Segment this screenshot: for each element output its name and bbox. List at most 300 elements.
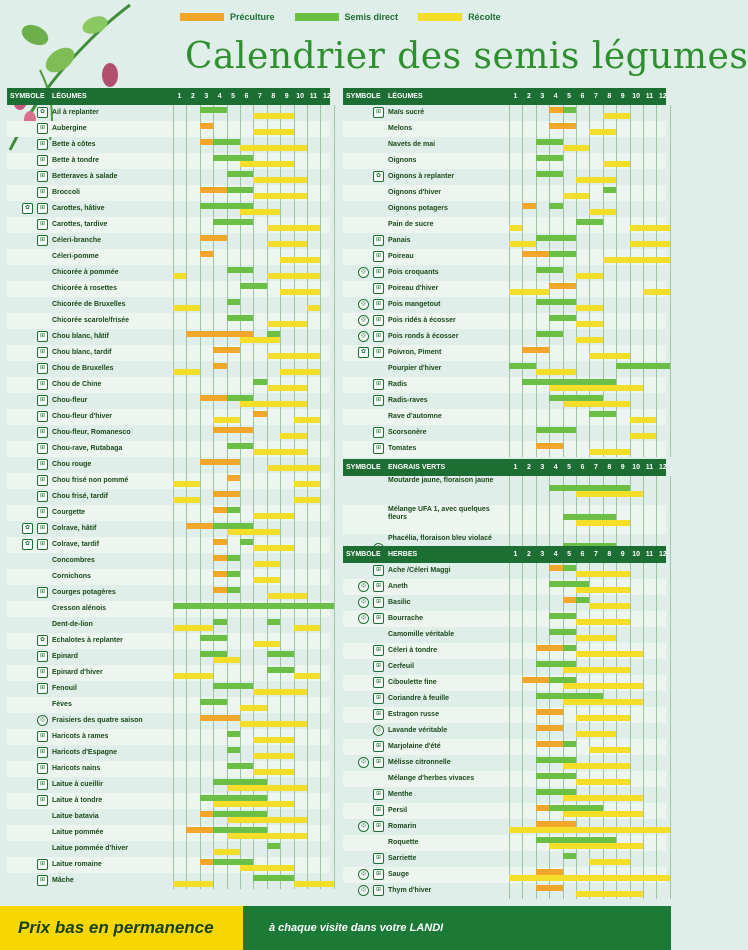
grid-line bbox=[656, 723, 657, 739]
recolte-bar bbox=[240, 337, 280, 343]
grid-line bbox=[563, 476, 564, 505]
grid-line bbox=[307, 425, 308, 441]
row-label: Chicorée de Bruxelles bbox=[52, 301, 126, 308]
row-label: Chou de Bruxelles bbox=[52, 365, 114, 372]
grid-line bbox=[576, 201, 577, 217]
row-label: Epinard d'hiver bbox=[52, 669, 103, 676]
recolte-bar bbox=[576, 273, 603, 279]
recolte-bar bbox=[173, 273, 186, 279]
grid-line bbox=[320, 713, 321, 729]
table-row bbox=[343, 137, 666, 153]
grid-line bbox=[267, 489, 268, 505]
grid-line bbox=[630, 297, 631, 313]
month-label: 11 bbox=[645, 93, 654, 100]
recolte-bar bbox=[603, 161, 630, 167]
box-icon: ⊞ bbox=[37, 507, 48, 518]
grid-line bbox=[213, 441, 214, 457]
grid-line bbox=[294, 329, 295, 345]
grid-line bbox=[240, 873, 241, 889]
grid-line bbox=[643, 755, 644, 771]
box-icon: ⊞ bbox=[37, 731, 48, 742]
grid-line bbox=[320, 681, 321, 697]
grid-line bbox=[643, 185, 644, 201]
grid-line bbox=[294, 697, 295, 713]
grid-line bbox=[643, 595, 644, 611]
grid-line bbox=[509, 755, 510, 771]
grid-line bbox=[186, 409, 187, 425]
grid-line bbox=[320, 473, 321, 489]
month-label: 9 bbox=[620, 551, 625, 558]
grid-line bbox=[509, 505, 510, 534]
table-row bbox=[343, 771, 666, 787]
grid-line bbox=[643, 297, 644, 313]
grid-line bbox=[509, 393, 510, 409]
grid-line bbox=[320, 825, 321, 841]
grid-line bbox=[186, 393, 187, 409]
recolte-bar bbox=[240, 145, 307, 151]
box-icon: ⊞ bbox=[37, 219, 48, 230]
table-row bbox=[7, 681, 330, 697]
grid-line bbox=[670, 867, 671, 883]
grid-line bbox=[334, 265, 335, 281]
grid-line bbox=[522, 803, 523, 819]
grid-line bbox=[334, 409, 335, 425]
row-label: Pois ronds à écosser bbox=[388, 333, 459, 340]
table-row bbox=[343, 393, 666, 409]
grid-line bbox=[522, 217, 523, 233]
grid-line bbox=[509, 377, 510, 393]
recolte-bar bbox=[213, 417, 240, 423]
grid-line bbox=[186, 697, 187, 713]
row-label: Scorsonère bbox=[388, 429, 427, 436]
grid-line bbox=[549, 409, 550, 425]
grid-line bbox=[509, 105, 510, 121]
grid-line bbox=[563, 441, 564, 457]
grid-line bbox=[563, 883, 564, 899]
grid-line bbox=[200, 537, 201, 553]
grid-line bbox=[334, 537, 335, 553]
semis-bar bbox=[267, 843, 280, 849]
preculture-bar bbox=[213, 555, 226, 561]
grid-line bbox=[549, 595, 550, 611]
preculture-bar bbox=[213, 427, 253, 433]
grid-line bbox=[186, 585, 187, 601]
grid-line bbox=[173, 809, 174, 825]
preculture-bar bbox=[536, 821, 576, 827]
grid-line bbox=[227, 281, 228, 297]
row-label: Colrave, tardif bbox=[52, 541, 100, 548]
semis-bar bbox=[536, 299, 576, 305]
grid-line bbox=[509, 611, 510, 627]
semis-bar bbox=[616, 363, 670, 369]
grid-line bbox=[522, 611, 523, 627]
grid-line bbox=[522, 579, 523, 595]
semis-bar bbox=[240, 539, 253, 545]
grid-line bbox=[173, 201, 174, 217]
grid-line bbox=[280, 329, 281, 345]
grid-line bbox=[670, 377, 671, 393]
row-label: Tomates bbox=[388, 445, 417, 452]
grid-line bbox=[173, 441, 174, 457]
row-label: Chou de Chine bbox=[52, 381, 102, 388]
grid-line bbox=[307, 505, 308, 521]
grid-line bbox=[603, 329, 604, 345]
grid-line bbox=[603, 313, 604, 329]
grid-line bbox=[656, 611, 657, 627]
month-label: 2 bbox=[526, 464, 531, 471]
semis-bar bbox=[509, 363, 536, 369]
box-icon: ⊞ bbox=[373, 395, 384, 406]
box-icon: ⊞ bbox=[37, 875, 48, 886]
grid-line bbox=[320, 377, 321, 393]
grid-line bbox=[656, 377, 657, 393]
grid-line bbox=[186, 745, 187, 761]
grid-line bbox=[334, 793, 335, 809]
grid-line bbox=[670, 707, 671, 723]
grid-line bbox=[307, 185, 308, 201]
box-icon: ⊞ bbox=[373, 379, 384, 390]
recolte-bar bbox=[253, 753, 293, 759]
grid-line bbox=[536, 595, 537, 611]
recolte-bar bbox=[173, 881, 213, 887]
box-icon: ⊞ bbox=[373, 661, 384, 672]
box-icon: ⊞ bbox=[373, 565, 384, 576]
grid-line bbox=[320, 585, 321, 601]
grid-line bbox=[509, 851, 510, 867]
grid-line bbox=[509, 579, 510, 595]
grid-line bbox=[253, 425, 254, 441]
grid-line bbox=[630, 121, 631, 137]
grid-line bbox=[253, 649, 254, 665]
row-label: Laitue pommée d'hiver bbox=[52, 845, 128, 852]
preculture-bar bbox=[200, 123, 213, 129]
grid-line bbox=[173, 329, 174, 345]
grid-line bbox=[334, 121, 335, 137]
semis-bar bbox=[240, 283, 267, 289]
grid-line bbox=[536, 476, 537, 505]
grid-line bbox=[173, 761, 174, 777]
table-row bbox=[343, 121, 666, 137]
grid-line bbox=[656, 835, 657, 851]
grid-line bbox=[307, 153, 308, 169]
preculture-bar bbox=[522, 251, 549, 257]
preculture-bar bbox=[213, 539, 226, 545]
semis-bar bbox=[563, 853, 576, 859]
grid-line bbox=[670, 534, 671, 563]
grid-line bbox=[670, 281, 671, 297]
grid-line bbox=[320, 265, 321, 281]
grid-line bbox=[253, 665, 254, 681]
box-icon: ⊞ bbox=[37, 427, 48, 438]
recolte-bar bbox=[576, 305, 603, 311]
box-icon: ⊞ bbox=[37, 443, 48, 454]
grid-line bbox=[630, 755, 631, 771]
row-label: Laitue batavia bbox=[52, 813, 99, 820]
grid-line bbox=[186, 121, 187, 137]
grid-line bbox=[603, 281, 604, 297]
row-label: Laitue pommée bbox=[52, 829, 104, 836]
semis-bar bbox=[603, 187, 616, 193]
grid-line bbox=[320, 505, 321, 521]
row-label: Maïs sucré bbox=[388, 109, 425, 116]
grid-line bbox=[173, 569, 174, 585]
legend-label: Semis direct bbox=[344, 12, 399, 22]
grid-line bbox=[576, 281, 577, 297]
grid-line bbox=[307, 633, 308, 649]
grid-line bbox=[589, 153, 590, 169]
grid-line bbox=[200, 297, 201, 313]
grid-line bbox=[240, 489, 241, 505]
preculture-bar bbox=[563, 597, 576, 603]
grid-line bbox=[630, 185, 631, 201]
recolte-bar bbox=[563, 401, 630, 407]
grid-line bbox=[334, 601, 335, 617]
grid-line bbox=[200, 745, 201, 761]
table-row bbox=[7, 873, 330, 889]
grid-line bbox=[589, 137, 590, 153]
preculture-bar bbox=[536, 805, 549, 811]
table-row bbox=[7, 841, 330, 857]
grid-line bbox=[563, 345, 564, 361]
grid-line bbox=[200, 217, 201, 233]
grid-line bbox=[656, 595, 657, 611]
grid-line bbox=[173, 713, 174, 729]
grid-line bbox=[200, 681, 201, 697]
grid-line bbox=[334, 329, 335, 345]
grid-line bbox=[200, 281, 201, 297]
semis-bar bbox=[227, 187, 254, 193]
recolte-bar bbox=[227, 817, 307, 823]
grid-line bbox=[576, 249, 577, 265]
grid-line bbox=[536, 313, 537, 329]
row-label: Chou-rave, Rutabaga bbox=[52, 445, 123, 452]
page-title: Calendrier des semis légumes bbox=[185, 36, 748, 77]
grid-line bbox=[522, 771, 523, 787]
grid-line bbox=[267, 281, 268, 297]
table-row bbox=[343, 476, 666, 505]
grid-line bbox=[213, 313, 214, 329]
recolte-bar bbox=[576, 571, 630, 577]
recolte-bar bbox=[240, 161, 294, 167]
recolte-bar bbox=[576, 177, 616, 183]
semis-bar bbox=[213, 619, 226, 625]
table-row bbox=[343, 297, 666, 313]
grid-line bbox=[630, 281, 631, 297]
semis-bar bbox=[227, 763, 254, 769]
recolte-bar bbox=[253, 641, 280, 647]
grid-line bbox=[213, 265, 214, 281]
grid-line bbox=[656, 755, 657, 771]
grid-line bbox=[307, 105, 308, 121]
table-row bbox=[7, 601, 330, 617]
grid-line bbox=[173, 857, 174, 873]
grid-line bbox=[576, 739, 577, 755]
row-label: Basilic bbox=[388, 599, 411, 606]
grid-line bbox=[630, 739, 631, 755]
semis-bar bbox=[563, 107, 576, 113]
recolte-bar bbox=[267, 465, 321, 471]
recolte-bar bbox=[509, 827, 670, 833]
grid-line bbox=[670, 137, 671, 153]
grid-line bbox=[536, 185, 537, 201]
box-icon: ⊞ bbox=[373, 299, 384, 310]
grid-line bbox=[307, 233, 308, 249]
grid-line bbox=[334, 745, 335, 761]
row-label: Marjolaine d'été bbox=[388, 743, 441, 750]
grid-line bbox=[173, 777, 174, 793]
month-label: 11 bbox=[645, 551, 654, 558]
recolte-bar bbox=[267, 593, 307, 599]
grid-line bbox=[334, 473, 335, 489]
grid-line bbox=[186, 553, 187, 569]
row-label: Courgette bbox=[52, 509, 86, 516]
row-label: Camomille véritable bbox=[388, 631, 455, 638]
semis-bar bbox=[253, 875, 293, 881]
grid-line bbox=[294, 121, 295, 137]
circle-icon: ◎ bbox=[358, 299, 369, 310]
grid-line bbox=[549, 851, 550, 867]
grid-line bbox=[576, 425, 577, 441]
grid-line bbox=[656, 643, 657, 659]
recolte-bar bbox=[267, 273, 321, 279]
grid-line bbox=[616, 185, 617, 201]
month-label: 3 bbox=[540, 93, 545, 100]
grid-line bbox=[307, 649, 308, 665]
box-icon: ⊞ bbox=[373, 741, 384, 752]
grid-line bbox=[522, 137, 523, 153]
preculture-bar bbox=[213, 507, 226, 513]
grid-line bbox=[253, 313, 254, 329]
grid-line bbox=[509, 476, 510, 505]
grid-line bbox=[643, 835, 644, 851]
preculture-bar bbox=[186, 827, 213, 833]
grid-line bbox=[186, 249, 187, 265]
grid-line bbox=[656, 169, 657, 185]
grid-line bbox=[240, 457, 241, 473]
grid-line bbox=[294, 729, 295, 745]
month-label: 6 bbox=[580, 93, 585, 100]
grid-line bbox=[549, 505, 550, 534]
recolte-bar bbox=[576, 891, 643, 897]
grid-line bbox=[670, 153, 671, 169]
recolte-bar bbox=[563, 193, 590, 199]
recolte-bar bbox=[630, 225, 670, 231]
table-row bbox=[7, 809, 330, 825]
grid-line bbox=[630, 723, 631, 739]
grid-line bbox=[643, 563, 644, 579]
recolte-bar bbox=[509, 225, 522, 231]
grid-line bbox=[670, 851, 671, 867]
grid-line bbox=[307, 377, 308, 393]
grid-line bbox=[240, 745, 241, 761]
grid-line bbox=[334, 569, 335, 585]
grid-line bbox=[630, 441, 631, 457]
grid-line bbox=[227, 377, 228, 393]
grid-line bbox=[173, 169, 174, 185]
table-row bbox=[7, 761, 330, 777]
recolte-bar bbox=[267, 321, 307, 327]
circle-icon: ◎ bbox=[358, 613, 369, 624]
grid-line bbox=[320, 617, 321, 633]
table-row bbox=[343, 611, 666, 627]
table-row bbox=[343, 441, 666, 457]
grid-line bbox=[200, 473, 201, 489]
table-row bbox=[343, 265, 666, 281]
grid-line bbox=[334, 169, 335, 185]
grid-line bbox=[563, 723, 564, 739]
grid-line bbox=[522, 723, 523, 739]
grid-line bbox=[334, 873, 335, 889]
grid-line bbox=[563, 505, 564, 534]
box-icon: ⊞ bbox=[373, 315, 384, 326]
legend-swatch bbox=[418, 13, 462, 21]
table-row bbox=[7, 249, 330, 265]
grid-line bbox=[200, 441, 201, 457]
preculture-bar bbox=[213, 587, 226, 593]
row-label: Ciboulette fine bbox=[388, 679, 437, 686]
grid-line bbox=[670, 787, 671, 803]
grid-line bbox=[670, 883, 671, 899]
grid-line bbox=[643, 201, 644, 217]
recolte-bar bbox=[294, 497, 321, 503]
grid-line bbox=[253, 489, 254, 505]
row-label: Radis-raves bbox=[388, 397, 428, 404]
grid-line bbox=[670, 819, 671, 835]
recolte-bar bbox=[603, 257, 670, 263]
grid-line bbox=[616, 281, 617, 297]
grid-line bbox=[253, 585, 254, 601]
table-row bbox=[7, 105, 330, 121]
grid-line bbox=[186, 729, 187, 745]
row-label: Céleri-pomme bbox=[52, 253, 99, 260]
recolte-bar bbox=[576, 635, 616, 641]
grid-line bbox=[320, 761, 321, 777]
grid-line bbox=[670, 121, 671, 137]
table-row bbox=[7, 633, 330, 649]
grid-line bbox=[509, 441, 510, 457]
table-row bbox=[343, 707, 666, 723]
grid-line bbox=[280, 633, 281, 649]
box-icon: ⊞ bbox=[37, 379, 48, 390]
grid-line bbox=[522, 739, 523, 755]
semis-bar bbox=[253, 379, 266, 385]
grid-line bbox=[656, 153, 657, 169]
box-icon: ⊞ bbox=[373, 347, 384, 358]
grid-line bbox=[320, 569, 321, 585]
grid-line bbox=[509, 249, 510, 265]
grid-line bbox=[334, 281, 335, 297]
grid-line bbox=[186, 809, 187, 825]
row-label: Pois croquants bbox=[388, 269, 439, 276]
pot-icon: ✿ bbox=[37, 107, 48, 118]
grid-line bbox=[307, 329, 308, 345]
recolte-bar bbox=[280, 257, 320, 263]
recolte-bar bbox=[630, 433, 657, 439]
semis-bar bbox=[173, 603, 334, 609]
grid-line bbox=[656, 505, 657, 534]
row-label: Mélange d'herbes vivaces bbox=[388, 775, 475, 782]
recolte-bar bbox=[576, 619, 630, 625]
preculture-bar bbox=[200, 139, 213, 145]
grid-line bbox=[280, 521, 281, 537]
semis-bar bbox=[576, 219, 603, 225]
grid-line bbox=[294, 537, 295, 553]
table-row bbox=[7, 569, 330, 585]
grid-line bbox=[227, 537, 228, 553]
grid-line bbox=[656, 851, 657, 867]
grid-line bbox=[200, 425, 201, 441]
grid-line bbox=[227, 249, 228, 265]
